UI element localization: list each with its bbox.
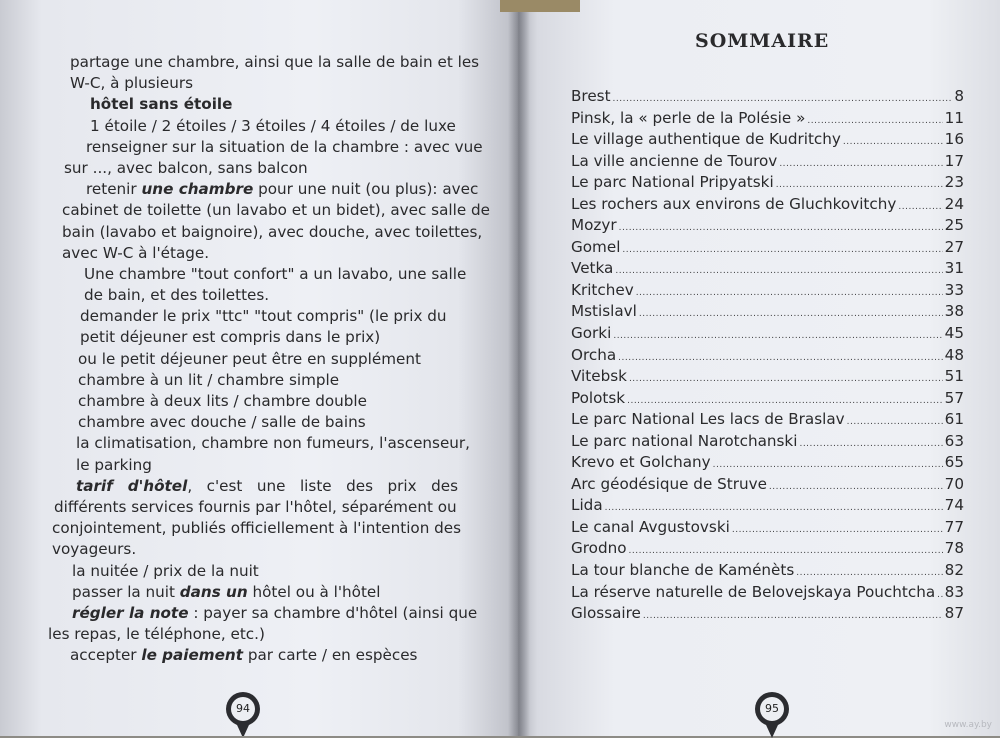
toc-entry-page: 16 xyxy=(944,130,964,149)
toc-leader-dots xyxy=(732,520,943,542)
text-line: W-C, à plusieurs xyxy=(70,74,194,93)
toc-entry xyxy=(571,323,964,345)
toc-entry xyxy=(571,215,964,237)
toc-entry-page: 78 xyxy=(944,539,964,558)
toc-entry xyxy=(571,474,964,496)
toc-entry xyxy=(571,129,964,151)
toc-leader-dots xyxy=(843,132,943,154)
toc-entry-page: 45 xyxy=(944,324,964,343)
toc-entry-page: 87 xyxy=(944,604,964,623)
text-line: chambre à un lit / chambre simple xyxy=(78,370,340,389)
toc-entry-label: Le village authentique de Kudritchy xyxy=(571,130,841,149)
text-line: cabinet de toilette (un lavabo et un bidet), avec salle de xyxy=(62,201,490,220)
toc-entry-label: Le canal Avgustovski xyxy=(571,517,730,536)
text-line xyxy=(48,603,478,624)
toc-entry xyxy=(571,345,964,367)
text-line: voyageurs. xyxy=(52,540,137,559)
left-page-text xyxy=(48,52,490,666)
toc-entry xyxy=(571,366,964,388)
toc-leader-dots xyxy=(898,197,942,219)
toc-entry xyxy=(571,409,964,431)
text-line: demander le prix "ttc" "tout compris" (le prix du xyxy=(80,307,447,326)
text-segment: accepter xyxy=(70,646,142,665)
toc-leader-dots xyxy=(619,218,943,240)
toc-leader-dots xyxy=(937,585,943,607)
toc-entry-page: 24 xyxy=(944,194,964,213)
toc-entry-page: 82 xyxy=(944,561,964,580)
toc-entry xyxy=(571,495,964,517)
toc-entry-label: La réserve naturelle de Belovejskaya Pouchtcha xyxy=(571,582,936,601)
toc-entry-page: 51 xyxy=(944,367,964,386)
toc-entry-label: Mozyr xyxy=(571,216,617,235)
toc-entry-page: 77 xyxy=(944,517,964,536)
page-number-left: 94 xyxy=(231,697,255,721)
toc-entry xyxy=(571,237,964,259)
toc-entry xyxy=(571,151,964,173)
toc-entry-label: Orcha xyxy=(571,345,617,364)
toc-entry-label: La tour blanche de Kaménèts xyxy=(571,561,795,580)
watermark: www.ay.by xyxy=(944,720,992,730)
text-line: sur ..., avec balcon, sans balcon xyxy=(64,158,308,177)
toc-entry-label: Arc géodésique de Struve xyxy=(571,474,767,493)
text-line: 1 étoile / 2 étoiles / 3 étoiles / 4 étoiles / de luxe xyxy=(90,116,456,135)
text-line xyxy=(48,179,479,200)
emphasized-term: tarif d'hôtel xyxy=(76,476,188,495)
toc-leader-dots xyxy=(799,434,942,456)
toc-entry-label: Mstislavl xyxy=(571,302,637,321)
toc-entry-label: Gomel xyxy=(571,237,621,256)
text-line: la climatisation, chambre non fumeurs, l'ascenseur, xyxy=(76,434,470,453)
emphasized-term: régler la note xyxy=(72,603,189,622)
text-segment: retenir xyxy=(86,180,142,199)
toc-entry xyxy=(571,301,964,323)
text-segment: passer la nuit xyxy=(72,582,180,601)
toc-leader-dots xyxy=(769,477,943,499)
toc-entry-label: Vetka xyxy=(571,259,614,278)
toc-entry xyxy=(571,452,964,474)
page-number-marker-right xyxy=(753,688,791,736)
toc-entry-label: La ville ancienne de Tourov xyxy=(571,151,778,170)
toc-leader-dots xyxy=(622,240,942,262)
toc-entry xyxy=(571,560,964,582)
text-line: hôtel sans étoile xyxy=(90,95,233,114)
toc-leader-dots xyxy=(636,283,943,305)
page-number-right: 95 xyxy=(760,697,784,721)
toc-entry-page: 25 xyxy=(944,216,964,235)
toc-entry-page: 48 xyxy=(944,345,964,364)
toc-leader-dots xyxy=(779,154,942,176)
toc-entry-page: 70 xyxy=(944,474,964,493)
text-line: partage une chambre, ainsi que la salle de bain et les xyxy=(70,53,480,71)
toc-entry xyxy=(571,258,964,280)
toc-entry-label: Le parc National Pripyatski xyxy=(571,173,774,192)
text-line: renseigner sur la situation de la chambre : avec vue xyxy=(86,137,483,156)
toc-title: SOMMAIRE xyxy=(695,30,830,52)
toc-entry-page: 33 xyxy=(944,280,964,299)
text-segment: : payer sa chambre d'hôtel (ainsi que xyxy=(188,603,478,622)
toc-entry-label: Kritchev xyxy=(571,280,634,299)
text-line: le parking xyxy=(76,455,152,474)
text-line: les repas, le téléphone, etc.) xyxy=(48,625,265,644)
emphasized-term: une chambre xyxy=(141,180,254,199)
text-line: de bain, et des toilettes. xyxy=(84,286,270,305)
toc-entry-label: Lida xyxy=(571,496,603,515)
toc-entry xyxy=(571,108,964,130)
toc-entry-label: Pinsk, la « perle de la Polésie » xyxy=(571,108,806,127)
background-surface xyxy=(500,0,580,12)
text-line: ou le petit déjeuner peut être en supplément xyxy=(78,349,421,368)
toc-entry-label: Le parc National Les lacs de Braslav xyxy=(571,410,845,429)
toc-entry xyxy=(571,172,964,194)
emphasized-term: le paiement xyxy=(141,646,243,665)
toc-entry-label: Les rochers aux environs de Gluchkovitchy xyxy=(571,194,897,213)
toc-entry xyxy=(571,517,964,539)
emphasized-term: dans un xyxy=(179,582,248,601)
toc-leader-dots xyxy=(629,369,943,391)
table-of-contents xyxy=(571,86,964,625)
toc-entry-page: 74 xyxy=(944,496,964,515)
toc-entry-page: 27 xyxy=(944,237,964,256)
text-line: bain (lavabo et baignoire), avec douche, avec toilettes, xyxy=(62,222,483,241)
text-line: conjointement, publiés officiellement à l'intention des xyxy=(52,519,462,538)
toc-entry-label: Vitebsk xyxy=(571,367,627,386)
text-segment: pour une nuit (ou plus): avec xyxy=(253,180,479,199)
toc-entry xyxy=(571,388,964,410)
text-line: petit déjeuner est compris dans le prix) xyxy=(80,328,381,347)
toc-leader-dots xyxy=(615,261,942,283)
page-number-marker-left xyxy=(224,688,262,736)
toc-entry-page: 8 xyxy=(954,87,964,105)
text-line: Une chambre "tout confort" a un lavabo, une salle xyxy=(84,264,467,283)
toc-entry-page: 83 xyxy=(944,582,964,601)
toc-entry-page: 23 xyxy=(944,173,964,192)
text-segment: , c'est une liste des prix des xyxy=(187,476,458,495)
toc-leader-dots xyxy=(618,348,943,370)
toc-entry-label: Brest xyxy=(571,87,611,105)
text-segment: hôtel ou à l'hôtel xyxy=(247,582,381,601)
text-line xyxy=(48,582,458,603)
toc-entry xyxy=(571,280,964,302)
toc-entry xyxy=(571,194,964,216)
toc-leader-dots xyxy=(847,412,943,434)
toc-entry xyxy=(571,538,964,560)
toc-entry-label: Krevo et Golchany xyxy=(571,453,711,472)
toc-entry xyxy=(571,431,964,453)
toc-leader-dots xyxy=(613,326,942,348)
text-line xyxy=(48,476,458,497)
toc-entry xyxy=(571,603,964,625)
toc-entry-page: 38 xyxy=(944,302,964,321)
book-spine xyxy=(508,0,530,736)
toc-entry-label: Polotsk xyxy=(571,388,626,407)
text-segment: par carte / en espèces xyxy=(243,646,418,665)
text-line: avec W-C à l'étage. xyxy=(62,243,210,262)
toc-entry-page: 31 xyxy=(944,259,964,278)
text-line: chambre à deux lits / chambre double xyxy=(78,392,367,410)
toc-entry-page: 61 xyxy=(944,410,964,429)
text-line: différents services fournis par l'hôtel, séparément ou xyxy=(54,497,457,516)
toc-entry-page: 63 xyxy=(944,431,964,450)
toc-entry-page: 11 xyxy=(944,108,964,127)
toc-entry-page: 65 xyxy=(944,453,964,472)
toc-entry-page: 17 xyxy=(944,151,964,170)
toc-entry-label: Grodno xyxy=(571,539,627,558)
toc-entry xyxy=(571,86,964,108)
toc-leader-dots xyxy=(643,606,943,628)
text-line: chambre avec douche / salle de bains xyxy=(78,413,366,432)
toc-entry-label: Glossaire xyxy=(571,604,641,623)
toc-leader-dots xyxy=(639,304,943,326)
toc-entry xyxy=(571,582,964,604)
text-line: la nuitée / prix de la nuit xyxy=(72,561,259,580)
toc-entry-page: 57 xyxy=(944,388,964,407)
text-line xyxy=(48,645,458,666)
toc-entry-label: Gorki xyxy=(571,324,612,343)
toc-entry-label: Le parc national Narotchanski xyxy=(571,431,798,450)
